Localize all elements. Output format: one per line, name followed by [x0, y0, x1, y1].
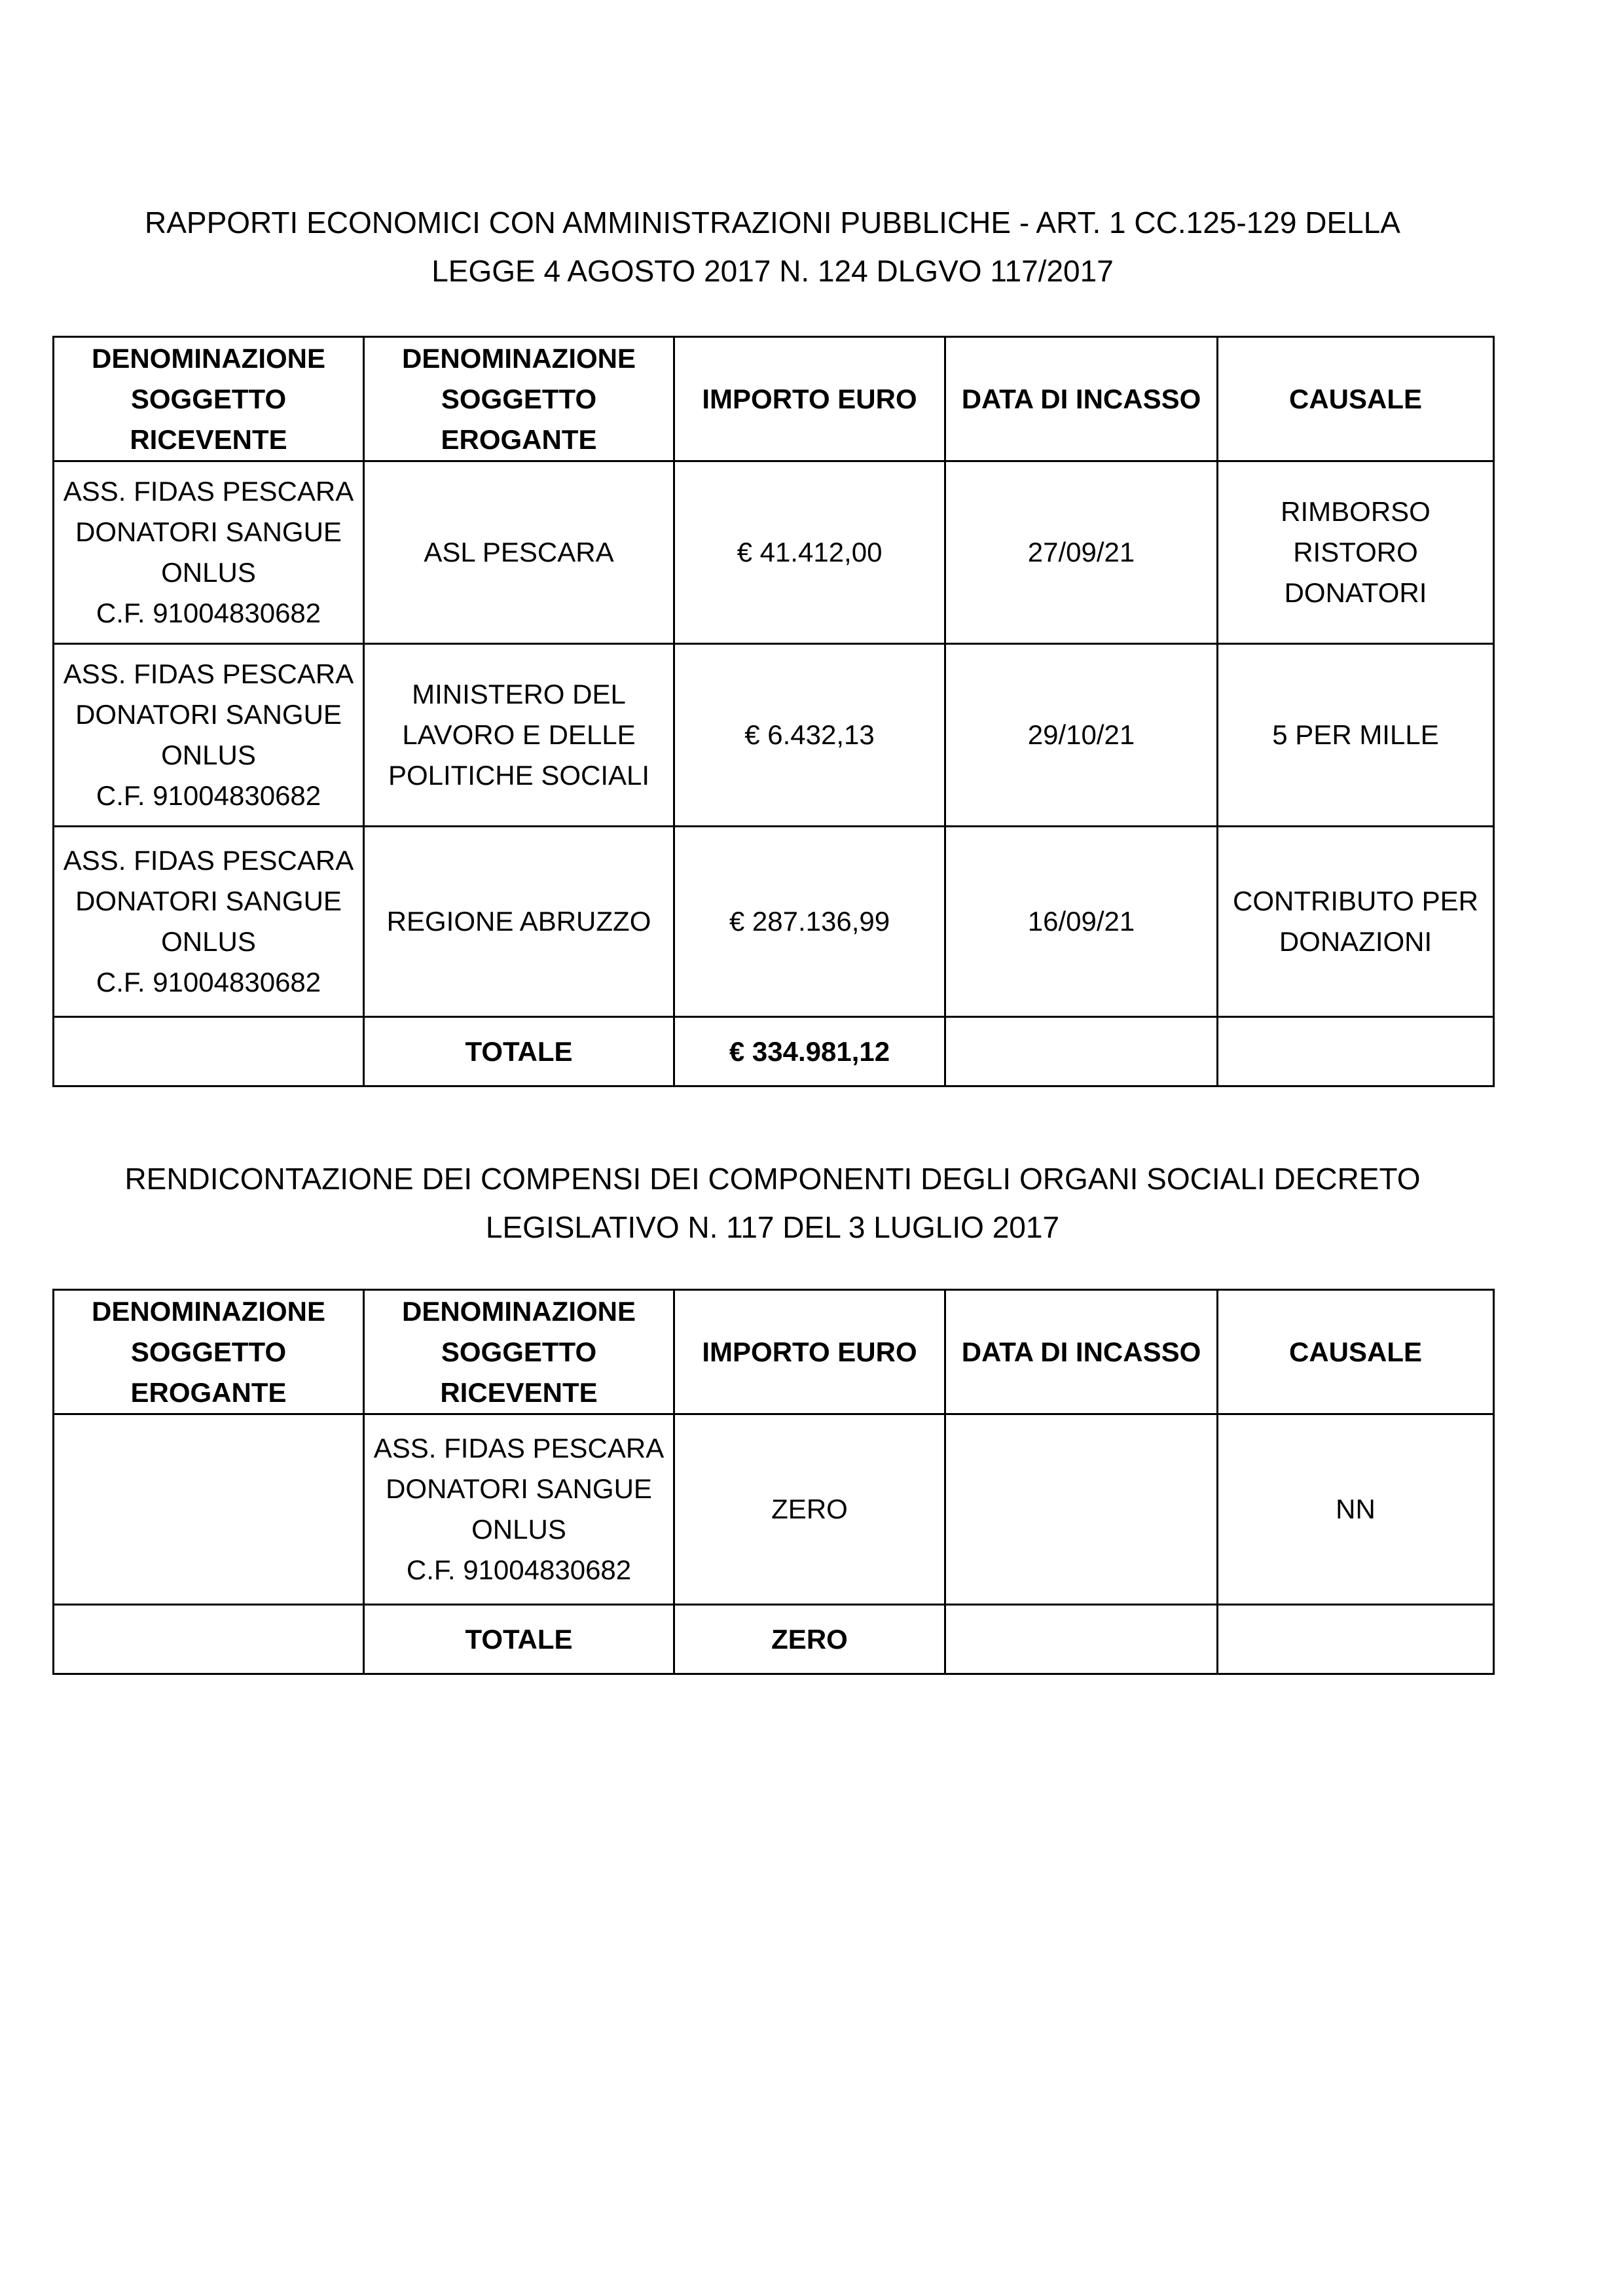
cell-text: C.F. 91004830682 [96, 967, 321, 997]
cell-text: ASL PESCARA [424, 537, 614, 567]
cell-text: CONTRIBUTO PER [1233, 886, 1478, 916]
cell-text: ONLUS [161, 557, 256, 588]
cell-erogante [364, 644, 674, 827]
header-text: DATA DI INCASSO [961, 1336, 1201, 1367]
social-bodies-compensation-table [52, 1289, 1495, 1675]
cell-text: DONATORI SANGUE [75, 516, 342, 547]
cell-text: ASS. FIDAS PESCARA [63, 845, 354, 876]
cell-text: ONLUS [161, 740, 256, 770]
cell-data: 27/09/21 [945, 461, 1218, 644]
header-text: IMPORTO EURO [702, 1336, 917, 1367]
total-row [54, 1605, 1494, 1674]
header-text: SOGGETTO [130, 1336, 287, 1367]
table-row [54, 1414, 1494, 1605]
cell-causale [1218, 827, 1494, 1017]
section2-title-line: RENDICONTAZIONE DEI COMPENSI DEI COMPONENTI DEGLI ORGANI SOCIALI DECRETO [124, 1162, 1421, 1196]
header-erogante [54, 1290, 364, 1414]
cell-ricevente [364, 1414, 674, 1605]
header-text: EROGANTE [130, 1376, 287, 1408]
section2-title-line: LEGISLATIVO N. 117 DEL 3 LUGLIO 2017 [485, 1210, 1060, 1244]
cell-text: C.F. 91004830682 [96, 780, 321, 811]
section1-title-line: LEGGE 4 AGOSTO 2017 N. 124 DLGVO 117/2017 [431, 254, 1114, 288]
cell-text: C.F. 91004830682 [96, 598, 321, 628]
header-erogante [364, 337, 674, 461]
cell-causale [1218, 644, 1494, 827]
header-text: DENOMINAZIONE [92, 342, 325, 374]
table-row [54, 461, 1494, 644]
header-text: IMPORTO EURO [702, 383, 917, 414]
total-row [54, 1017, 1494, 1086]
cell-text: DONATORI [1284, 577, 1427, 608]
header-text: DENOMINAZIONE [402, 342, 636, 374]
header-text: SOGGETTO [441, 383, 597, 414]
header-text: SOGGETTO [441, 1336, 597, 1367]
cell-text: DONATORI SANGUE [386, 1473, 652, 1504]
cell-text: RIMBORSO [1281, 496, 1431, 527]
header-text: DENOMINAZIONE [402, 1295, 636, 1327]
header-ricevente [364, 1290, 674, 1414]
cell-ricevente [54, 827, 364, 1017]
section2-title [52, 1155, 1493, 1251]
header-causale [1218, 337, 1494, 461]
cell-empty [1218, 1605, 1494, 1674]
header-text: RICEVENTE [130, 423, 287, 455]
cell-text: ONLUS [161, 926, 256, 957]
section1-title [52, 198, 1493, 295]
cell-text: ASS. FIDAS PESCARA [63, 476, 354, 507]
header-data [945, 337, 1218, 461]
cell-importo: € 41.412,00 [674, 461, 945, 644]
header-text: EROGANTE [441, 423, 597, 455]
cell-empty [54, 1605, 364, 1674]
cell-text: ASS. FIDAS PESCARA [373, 1433, 665, 1463]
cell-data: 29/10/21 [945, 644, 1218, 827]
cell-erogante [364, 827, 674, 1017]
cell-erogante [54, 1414, 364, 1605]
cell-text: LAVORO E DELLE [402, 719, 636, 750]
cell-importo: € 6.432,13 [674, 644, 945, 827]
cell-text: MINISTERO DEL [412, 679, 626, 709]
total-importo: € 334.981,12 [674, 1017, 945, 1086]
cell-causale [1218, 1414, 1494, 1605]
header-importo [674, 337, 945, 461]
cell-text: C.F. 91004830682 [406, 1554, 632, 1585]
total-label: TOTALE [364, 1605, 674, 1674]
public-administration-table [52, 336, 1495, 1087]
section1-title-line: RAPPORTI ECONOMICI CON AMMINISTRAZIONI PUBBLICHE - ART. 1 CC.125-129 DELLA [145, 206, 1400, 240]
cell-empty [945, 1017, 1218, 1086]
table-header-row [54, 1290, 1494, 1414]
cell-importo: € 287.136,99 [674, 827, 945, 1017]
cell-erogante [364, 461, 674, 644]
cell-importo: ZERO [674, 1414, 945, 1605]
table-header-row [54, 337, 1494, 461]
header-causale [1218, 1290, 1494, 1414]
cell-text: ASS. FIDAS PESCARA [63, 658, 354, 689]
cell-text: DONATORI SANGUE [75, 699, 342, 730]
total-label: TOTALE [364, 1017, 674, 1086]
header-text: CAUSALE [1288, 1336, 1422, 1367]
cell-empty [1218, 1017, 1494, 1086]
header-text: DENOMINAZIONE [92, 1295, 325, 1327]
cell-data [945, 1414, 1218, 1605]
cell-ricevente [54, 644, 364, 827]
cell-ricevente [54, 461, 364, 644]
header-data [945, 1290, 1218, 1414]
header-text: CAUSALE [1288, 383, 1422, 414]
cell-data: 16/09/21 [945, 827, 1218, 1017]
cell-text: ONLUS [471, 1514, 566, 1545]
header-text: DATA DI INCASSO [961, 383, 1201, 414]
cell-text: POLITICHE SOCIALI [388, 760, 650, 791]
header-text: SOGGETTO [130, 383, 287, 414]
total-importo: ZERO [674, 1605, 945, 1674]
cell-text: DONAZIONI [1279, 926, 1432, 957]
cell-empty [54, 1017, 364, 1086]
cell-text: 5 PER MILLE [1272, 719, 1439, 750]
cell-text: RISTORO [1293, 537, 1418, 567]
cell-text: NN [1336, 1494, 1376, 1524]
header-ricevente [54, 337, 364, 461]
cell-text: REGIONE ABRUZZO [386, 906, 651, 937]
cell-empty [945, 1605, 1218, 1674]
cell-causale [1218, 461, 1494, 644]
header-importo [674, 1290, 945, 1414]
table-row [54, 827, 1494, 1017]
cell-text: DONATORI SANGUE [75, 886, 342, 916]
table-row [54, 644, 1494, 827]
header-text: RICEVENTE [440, 1376, 598, 1408]
